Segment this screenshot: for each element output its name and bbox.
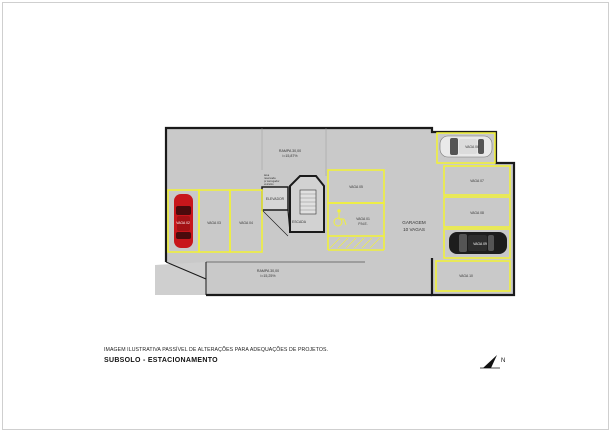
ramp-exterior	[155, 262, 206, 295]
vaga-07-label: VAGA 07	[470, 179, 484, 183]
ramp-top-label: RAMPA 30,00	[278, 149, 302, 153]
vaga-05-label: VAGA 05	[349, 185, 363, 189]
vaga-01-sub: P.N.E.	[358, 222, 368, 226]
vaga-10-label: VAGA 10	[459, 274, 473, 278]
reserved-area-label-4: veículos	[264, 183, 274, 186]
vaga-03-label: VAGA 03	[207, 221, 221, 225]
ramp-bottom-slope: i=15,25%	[260, 274, 276, 278]
vaga-06-label: VAGA 06	[465, 145, 479, 149]
reserved-area-label: área	[264, 174, 270, 177]
ramp-bottom-label: RAMPA 30,00	[256, 269, 280, 273]
disclaimer-caption: IMAGEM ILUSTRATIVA PASSÍVEL DE ALTERAÇÕES PARA ADEQUAÇÕES DE PROJETOS.	[104, 347, 329, 353]
garage-label: GARAGEM	[402, 220, 426, 225]
stairs-label: ESCADA	[292, 220, 306, 224]
vaga-02-label: VAGA 02	[176, 221, 190, 225]
garage-count: 10 VAGAS	[403, 227, 425, 232]
plan-title: SUBSOLO - ESTACIONAMENTO	[104, 357, 218, 364]
vaga-01-label: VAGA 01	[356, 217, 370, 221]
vaga-04-label: VAGA 04	[239, 221, 253, 225]
vaga-09-label: VAGA 09	[473, 242, 487, 246]
elevator-label: ELEVADOR	[265, 197, 285, 201]
north-arrow-icon	[480, 355, 505, 368]
vaga-08-label: VAGA 08	[470, 211, 484, 215]
north-label: N	[501, 358, 506, 364]
reserved-area-label-3: p/ carregador	[264, 180, 280, 183]
reserved-area-label-2: reservada	[264, 177, 276, 180]
ramp-top-slope: i=15,87%	[282, 154, 298, 158]
